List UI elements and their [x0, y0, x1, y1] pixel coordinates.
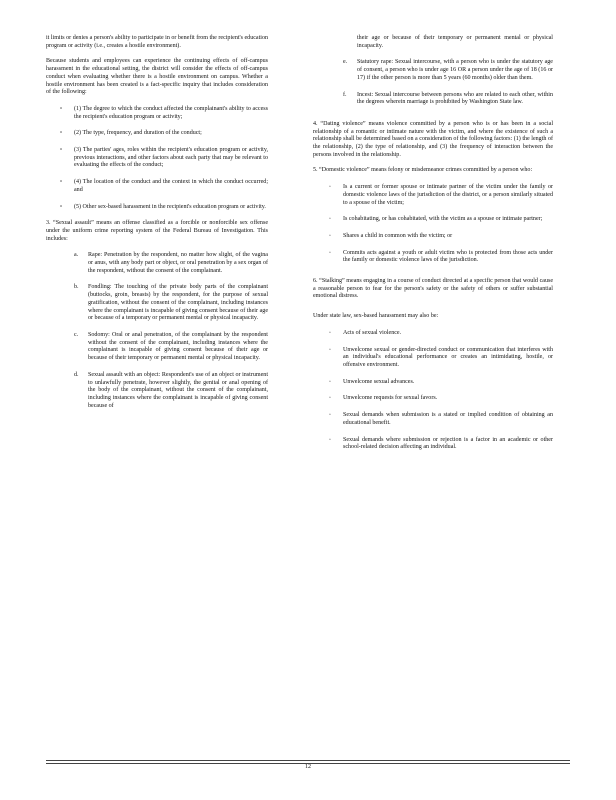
intro-continuation: it limits or denies a person's ability to participate in or benefit from the recipient's education program or activity (i.e., creates a hostile environment). — [46, 35, 268, 49]
item-text: Incest: Sexual intercourse between persons who are related to each other, within the degrees wherein marriage is prohibited by Washington State law. — [357, 91, 553, 106]
list-item — [313, 330, 553, 338]
bullet-icon: ▫ — [329, 217, 331, 223]
list-item-text: Unwelcome sexual advances. — [343, 378, 415, 385]
list-item-text: Shares a child in common with the victim; or — [343, 232, 453, 239]
bullet-icon: ▫ — [60, 147, 63, 154]
list-item-text: Is a current or former spouse or intimate partner of the victim under the family or domestic violence laws of the jurisdiction of the district, or a person similarly situated to a spouse of the victim; — [343, 184, 553, 206]
sexual-assault-item — [46, 284, 268, 323]
footer-divider — [46, 760, 570, 761]
sexual-assault-list — [46, 252, 268, 410]
sexual-assault-item — [46, 252, 268, 275]
list-item-text: Unwelcome requests for sexual favors. — [343, 395, 438, 402]
list-item-text: Acts of sexual violence. — [343, 329, 402, 336]
bullet-icon: ▫ — [60, 105, 63, 112]
list-item — [313, 379, 553, 387]
state-law-intro: Under state law, sex-based harassment may also be: — [313, 313, 439, 320]
list-item — [313, 437, 553, 452]
factor-text: (2) The type, frequency, and duration of the conduct; — [74, 130, 202, 137]
bullet-icon: ▫ — [60, 130, 63, 137]
bullet-icon: ▫ — [329, 330, 331, 336]
factor-item — [46, 147, 268, 170]
bullet-icon: ▫ — [329, 379, 331, 385]
list-item-text: Sexual demands where submission or rejection is a factor in an academic or other school-related decision affecting an individual. — [343, 436, 553, 451]
list-item — [313, 184, 553, 207]
state-law-list — [313, 330, 553, 452]
item-marker: e. — [343, 59, 348, 66]
list-item — [313, 233, 553, 241]
domestic-violence-paragraph: 5. “Domestic violence” means felony or misdemeanor crimes committed by a person who: — [313, 167, 533, 174]
item-marker: c. — [74, 331, 79, 338]
bullet-icon: ▫ — [329, 347, 331, 353]
item-text: Sexual assault with an object: Respondent's use of an object or instrument to unlawfully penetrate, however slightly, the genital or anal opening of the body of the complainant, without the consent of the complainant, including instances where the complainant is incapable of giving consent because of — [88, 371, 268, 409]
list-item-text: Is cohabitating, or has cohabitated, with the victim as a spouse or intimate partner; — [343, 216, 543, 223]
item-text: Fondling: The touching of the private body parts of the complainant (buttocks, groin, breasts) by the respondent, for the purpose of sexual gratification, without the consent of the complainant, including instances where the complainant is incapable of giving consent because of their age or because of a temporary or permanent mental or physical incapacity. — [88, 284, 268, 322]
right-column — [313, 35, 553, 452]
factor-text: (4) The location of the conduct and the context in which the conduct occurred; and — [74, 179, 268, 193]
sexual-assault-heading: 3. “Sexual assault” means an offense classified as a forcible or nonforcible sex offense under the uniform crime reporting system of the Federal Bureau of Investigation. This includes: — [46, 220, 268, 242]
stalking-paragraph: 6. “Stalking” means engaging in a course of conduct directed at a specific person that would cause a reasonable person to fear for the person's safety or the safety of others or suffer substantial emotional distress. — [313, 278, 553, 300]
bullet-icon: ▫ — [329, 437, 331, 443]
factor-item — [46, 204, 268, 212]
sexual-assault-item — [46, 332, 268, 363]
factor-text: (3) The parties' ages, roles within the recipient's education program or activity, previous interactions, and other factors about each party that may be relevant to evaluating the effects of the conduct; — [74, 147, 268, 169]
item-marker: d. — [74, 371, 79, 378]
list-item — [313, 412, 553, 427]
bullet-icon: ▫ — [329, 250, 331, 256]
list-item-text: Unwelcome sexual or gender-directed conduct or communication that interferes with an individual's educational performance or creates an intimidating, hostile, or offensive environment. — [343, 346, 553, 368]
sexual-assault-item — [313, 92, 553, 107]
list-item — [313, 216, 553, 224]
domestic-violence-list — [313, 184, 553, 265]
bullet-icon: ▫ — [329, 396, 331, 402]
bullet-icon: ▫ — [329, 233, 331, 239]
left-column — [46, 35, 268, 410]
list-item-text: Commits acts against a youth or adult victim who is protected from those acts under the family or domestic violence laws of the jurisdiction. — [343, 249, 553, 264]
bullet-icon: ▫ — [329, 413, 331, 419]
list-item — [313, 250, 553, 265]
factor-item — [46, 106, 268, 121]
sexual-assault-item — [313, 59, 553, 82]
dating-violence-paragraph: 4. “Dating violence” means violence committed by a person who is or has been in a social relationship of a romantic or intimate nature with the victim, and where the existence of such a relationship shall be determined based on a consideration of the following factors: (1) the length of the relationship, (2) the type of relationship, and (3) the frequency of interaction between the persons involved in the relationship. — [313, 120, 553, 158]
factor-item — [46, 179, 268, 194]
list-item — [313, 347, 553, 370]
item-marker: a. — [74, 252, 79, 259]
item-text: Statutory rape: Sexual intercourse, with a person who is under the statutory age of consent, a person who is under age 16 OR a person under the age of 18 (16 or 17) if the other person is more than 5 years (60 months) older than them. — [357, 59, 553, 81]
factor-text: (5) Other sex-based harassment in the recipient's education program or activity. — [74, 203, 266, 210]
list-item-text: Sexual demands when submission is a stated or implied condition of obtaining an educational benefit. — [343, 412, 553, 426]
bullet-icon: ▫ — [329, 185, 331, 191]
item-marker: f. — [343, 91, 347, 98]
factor-text: (1) The degree to which the conduct affected the complainant's ability to access the recipient's education program or activity; — [74, 105, 268, 120]
item-marker: b. — [74, 284, 79, 291]
bullet-icon: ▫ — [60, 203, 63, 210]
list-item — [313, 395, 553, 403]
off-campus-paragraph: Because students and employees can experience the continuing effects of off-campus harassment in the educational setting, the district will consider the effects of off-campus conduct when evaluating whether there is a hostile environment on campus. Whether a hostile environment has been created is a fact-specific inquiry that includes consideration of the following: — [46, 58, 268, 96]
item-text: Sodomy: Oral or anal penetration, of the complainant by the respondent without the consent of the complainant, including instances where the complainant is incapable of giving consent because of their age or because of their temporary or permanent mental or physical incapacity. — [88, 331, 268, 362]
item-text: Rape: Penetration by the respondent, no matter how slight, of the vagina or anus, with any body part or object, or oral penetration by a sex organ of the respondent, without the consent of the complainant. — [88, 252, 268, 274]
continuation-text: their age or because of their temporary or permanent mental or physical incapacity. — [357, 35, 553, 49]
factor-item — [46, 130, 268, 138]
hostile-environment-factors — [46, 106, 268, 211]
page-number: 12 — [305, 764, 311, 770]
bullet-icon: ▫ — [60, 179, 63, 186]
sexual-assault-item — [46, 372, 268, 411]
